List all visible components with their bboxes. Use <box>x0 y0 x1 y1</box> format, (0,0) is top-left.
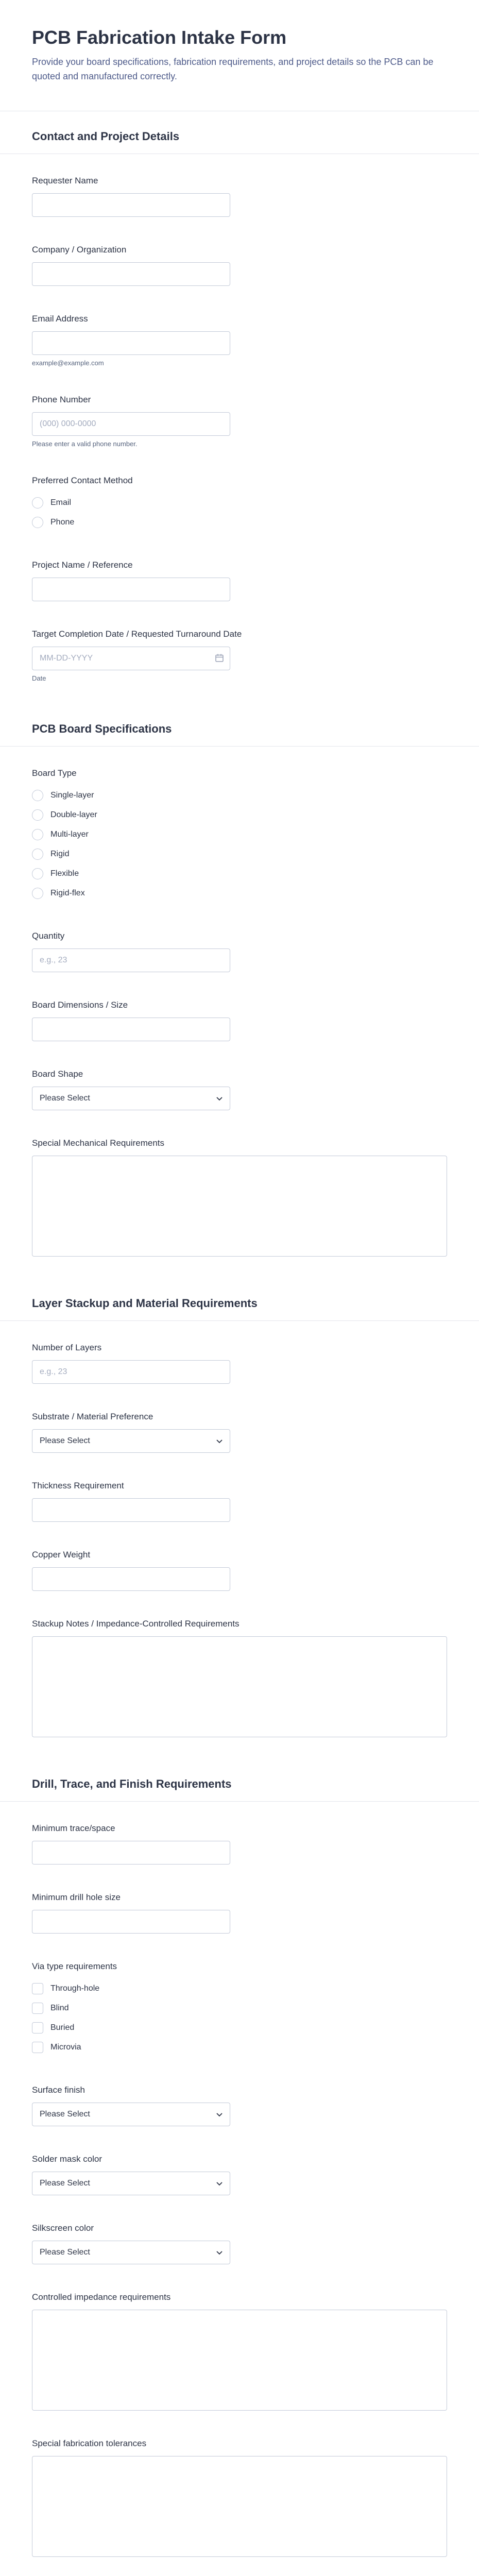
dropdown-value[interactable]: Please Select <box>32 1429 230 1453</box>
silkscreen-label: Silkscreen color <box>32 2223 94 2233</box>
checkbox[interactable] <box>32 2042 43 2053</box>
num-layers-input[interactable] <box>32 1360 230 1384</box>
radio-button[interactable] <box>32 497 43 509</box>
phone-input[interactable] <box>32 412 230 436</box>
checkbox-option[interactable] <box>32 1998 447 2018</box>
phone-label: Phone Number <box>32 395 91 405</box>
radio-option[interactable] <box>32 493 447 513</box>
form-subtitle: Provide your board specifications, fabrication requirements, and project details so the PCB can be quoted and manufactured correctly. <box>32 57 434 82</box>
thickness-input[interactable] <box>32 1498 230 1522</box>
surface-finish-dropdown[interactable] <box>32 2103 230 2126</box>
checkbox-label: Through-hole <box>50 1984 100 1993</box>
email-label: Email Address <box>32 314 88 324</box>
field-tolerances <box>0 2432 479 2576</box>
special-mech-textarea[interactable] <box>32 1156 447 1257</box>
checkbox-label: Blind <box>50 2004 69 2013</box>
checkbox[interactable] <box>32 2022 43 2033</box>
date-sublabel: Date <box>32 674 46 683</box>
radio-label: Double-layer <box>50 810 97 820</box>
date-picker <box>32 647 230 670</box>
section-title: Drill, Trace, and Finish Requirements <box>32 1777 232 1791</box>
phone-sublabel: Please enter a valid phone number. <box>32 440 138 448</box>
field-quantity <box>0 925 479 994</box>
checkbox-label: Microvia <box>50 2043 81 2052</box>
radio-option[interactable] <box>32 864 447 884</box>
radio-label: Single-layer <box>50 791 94 800</box>
section-drill <box>0 1759 479 1802</box>
section-stackup <box>0 1278 479 1321</box>
radio-label: Multi-layer <box>50 830 89 839</box>
field-email <box>0 308 479 388</box>
field-min-trace <box>0 1817 479 1886</box>
solder-mask-label: Solder mask color <box>32 2154 102 2164</box>
form-header <box>0 0 479 111</box>
impedance-textarea[interactable] <box>32 2310 447 2411</box>
field-target-date <box>0 623 479 704</box>
board-type-label: Board Type <box>32 768 77 778</box>
solder-mask-dropdown[interactable] <box>32 2172 230 2195</box>
copper-weight-input[interactable] <box>32 1567 230 1591</box>
email-input[interactable] <box>32 331 230 355</box>
chevron-down-icon <box>216 2180 223 2187</box>
calendar-icon[interactable] <box>215 653 224 663</box>
dropdown-value[interactable]: Please Select <box>32 1087 230 1110</box>
radio-option[interactable] <box>32 844 447 864</box>
copper-weight-label: Copper Weight <box>32 1550 91 1560</box>
chevron-down-icon <box>216 1437 223 1445</box>
company-input[interactable] <box>32 262 230 286</box>
field-via-type <box>0 1955 479 2079</box>
radio-button[interactable] <box>32 849 43 860</box>
field-silkscreen <box>0 2217 479 2286</box>
min-trace-input[interactable] <box>32 1841 230 1865</box>
dropdown-value[interactable]: Please Select <box>32 2103 230 2126</box>
target-date-label: Target Completion Date / Requested Turnaround Date <box>32 629 242 639</box>
radio-option[interactable] <box>32 825 447 844</box>
field-company <box>0 239 479 308</box>
radio-option[interactable] <box>32 805 447 825</box>
checkbox-option[interactable] <box>32 1979 447 1998</box>
section-title: Layer Stackup and Material Requirements <box>32 1297 258 1310</box>
dimensions-input[interactable] <box>32 1018 230 1041</box>
board-shape-label: Board Shape <box>32 1069 83 1079</box>
section-title: PCB Board Specifications <box>32 722 172 736</box>
field-dimensions <box>0 994 479 1063</box>
field-solder-mask <box>0 2148 479 2217</box>
field-num-layers <box>0 1336 479 1405</box>
checkbox-option[interactable] <box>32 2038 447 2057</box>
tolerances-label: Special fabrication tolerances <box>32 2438 147 2449</box>
chevron-down-icon <box>216 2249 223 2256</box>
field-contact-method <box>0 469 479 554</box>
radio-label: Flexible <box>50 869 79 878</box>
project-name-input[interactable] <box>32 578 230 601</box>
email-sublabel: example@example.com <box>32 359 104 367</box>
field-project-name <box>0 554 479 623</box>
thickness-label: Thickness Requirement <box>32 1481 124 1491</box>
checkbox[interactable] <box>32 2003 43 2014</box>
checkbox-label: Buried <box>50 2023 75 2032</box>
field-thickness <box>0 1475 479 1544</box>
field-phone <box>0 388 479 469</box>
section-contact <box>0 111 479 154</box>
quantity-label: Quantity <box>32 931 65 941</box>
radio-button[interactable] <box>32 517 43 528</box>
surface-finish-label: Surface finish <box>32 2085 85 2095</box>
field-substrate <box>0 1405 479 1475</box>
radio-option[interactable] <box>32 786 447 805</box>
field-requester-name <box>0 170 479 239</box>
min-trace-label: Minimum trace/space <box>32 1823 115 1834</box>
radio-button[interactable] <box>32 829 43 840</box>
radio-label: Email <box>50 498 72 507</box>
dimensions-label: Board Dimensions / Size <box>32 1000 128 1010</box>
requester-name-label: Requester Name <box>32 176 98 186</box>
date-input[interactable] <box>32 647 230 670</box>
radio-label: Rigid <box>50 850 70 859</box>
company-label: Company / Organization <box>32 245 127 255</box>
field-impedance <box>0 2286 479 2432</box>
special-mech-label: Special Mechanical Requirements <box>32 1138 165 1148</box>
field-special-mech <box>0 1132 479 1278</box>
tolerances-textarea[interactable] <box>32 2456 447 2557</box>
field-copper-weight <box>0 1544 479 1613</box>
via-type-label: Via type requirements <box>32 1961 117 1972</box>
radio-button[interactable] <box>32 888 43 899</box>
dropdown-value[interactable]: Please Select <box>32 2241 230 2264</box>
substrate-label: Substrate / Material Preference <box>32 1412 153 1422</box>
stackup-notes-label: Stackup Notes / Impedance-Controlled Requirements <box>32 1619 239 1629</box>
form-title: PCB Fabrication Intake Form <box>32 27 287 48</box>
checkbox-option[interactable] <box>32 2018 447 2038</box>
project-name-label: Project Name / Reference <box>32 560 133 570</box>
radio-label: Phone <box>50 518 75 527</box>
contact-method-label: Preferred Contact Method <box>32 476 133 486</box>
substrate-dropdown[interactable] <box>32 1429 230 1453</box>
radio-option[interactable] <box>32 884 447 903</box>
field-board-shape <box>0 1063 479 1132</box>
section-board <box>0 704 479 747</box>
quantity-input[interactable] <box>32 948 230 972</box>
radio-button[interactable] <box>32 809 43 821</box>
section-title: Contact and Project Details <box>32 130 180 143</box>
num-layers-label: Number of Layers <box>32 1343 102 1353</box>
field-stackup-notes <box>0 1613 479 1759</box>
field-surface-finish <box>0 2079 479 2148</box>
impedance-label: Controlled impedance requirements <box>32 2292 171 2302</box>
dropdown-value[interactable]: Please Select <box>32 2172 230 2195</box>
board-shape-dropdown[interactable] <box>32 1087 230 1110</box>
min-drill-input[interactable] <box>32 1910 230 1934</box>
radio-label: Rigid-flex <box>50 889 85 898</box>
min-drill-label: Minimum drill hole size <box>32 1892 121 1903</box>
silkscreen-dropdown[interactable] <box>32 2241 230 2264</box>
chevron-down-icon <box>216 1095 223 1102</box>
radio-button[interactable] <box>32 790 43 801</box>
radio-button[interactable] <box>32 868 43 879</box>
chevron-down-icon <box>216 2111 223 2118</box>
radio-option[interactable] <box>32 513 447 532</box>
field-board-type <box>0 762 479 925</box>
field-min-drill <box>0 1886 479 1955</box>
checkbox[interactable] <box>32 1983 43 1994</box>
stackup-notes-textarea[interactable] <box>32 1636 447 1737</box>
requester-name-input[interactable] <box>32 193 230 217</box>
